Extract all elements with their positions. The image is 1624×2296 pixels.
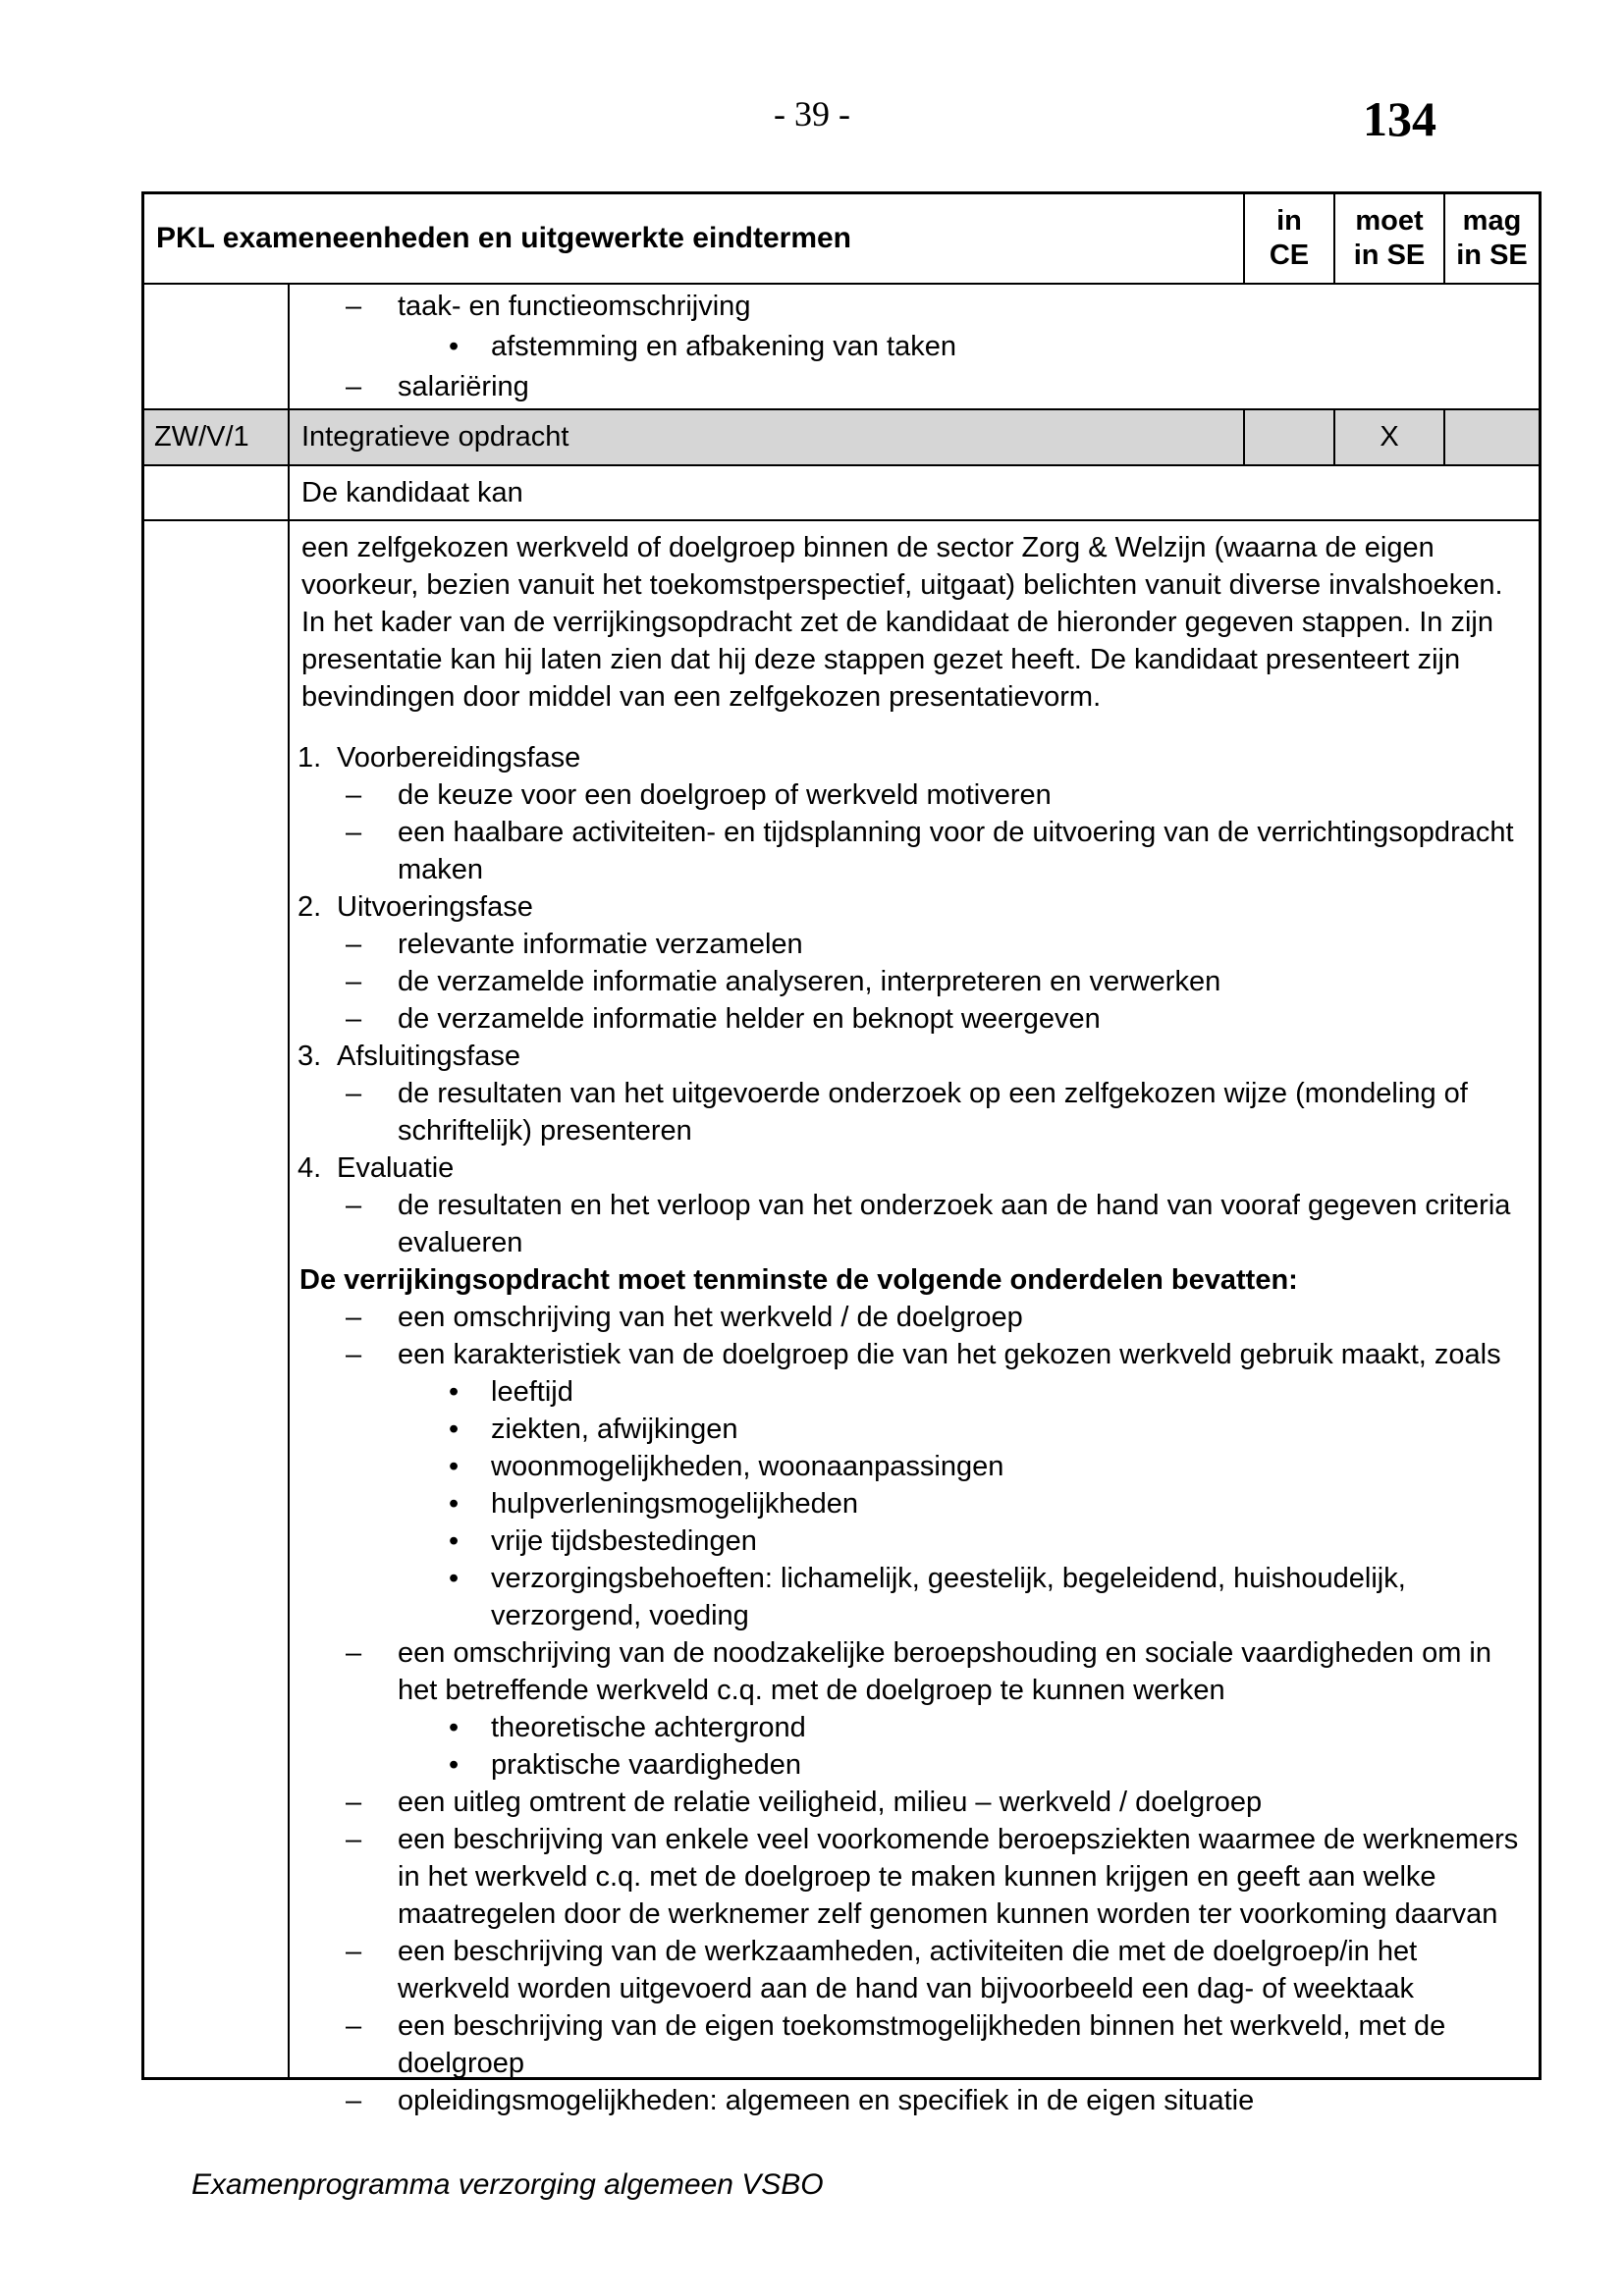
list-text: een beschrijving van de werkzaamheden, activiteiten die met de doelgroep/in het werkveld worden uitgevoerd aan de hand van bijvoorbeeld een dag- of weektaak — [398, 1936, 1418, 2004]
bullet-marker: • — [449, 1749, 460, 1781]
content-line-bullet — [290, 1373, 1539, 1411]
content-line-bullet — [290, 1560, 1539, 1634]
content-line-dash — [290, 2082, 1539, 2119]
content-line-bullet — [290, 1522, 1539, 1560]
content-line-dash — [290, 814, 1539, 888]
list-text: de resultaten en het verloop van het onderzoek aan de hand van vooraf gegeven criteria evalueren — [398, 1190, 1511, 1258]
list-number: 3. — [298, 1041, 322, 1072]
bullet-marker: • — [449, 1563, 460, 1594]
list-text: theoretische achtergrond — [491, 1712, 806, 1743]
content-line-dash — [290, 1784, 1539, 1821]
content-line-dash — [290, 1000, 1539, 1038]
content-line-num — [290, 739, 1539, 776]
content-line-dash — [290, 2007, 1539, 2082]
content-line-dash — [290, 963, 1539, 1000]
bullet-marker: • — [449, 1414, 460, 1445]
list-text: woonmogelijkheden, woonaanpassingen — [491, 1451, 1004, 1482]
dash-marker: – — [346, 1637, 362, 1669]
dash-marker: – — [346, 929, 362, 960]
content-line-bullet — [290, 1411, 1539, 1448]
kandidaat-kan-cell: De kandidaat kan — [290, 466, 1539, 521]
dash-marker: – — [346, 966, 362, 997]
list-text: een karakteristiek van de doelgroep die van het gekozen werkveld gebruik maakt, zoals — [398, 1339, 1501, 1370]
content-line-dash — [290, 287, 1539, 327]
unit-code-cell: ZW/V/1 — [144, 410, 290, 466]
content-line-p — [290, 529, 1539, 716]
dash-marker: – — [346, 1003, 362, 1035]
list-text: relevante informatie verzamelen — [398, 929, 803, 960]
column-header-mag-in-se — [1445, 194, 1539, 285]
list-number: 4. — [298, 1152, 322, 1184]
list-text: een omschrijving van de noodzakelijke beroepshouding en sociale vaardigheden om in het betreffende werkveld c.q. met de doelgroep te kunnen werken — [398, 1637, 1492, 1706]
content-line-num — [290, 1038, 1539, 1075]
dash-marker: – — [346, 2085, 362, 2116]
column-header-mag-line1: mag — [1462, 205, 1522, 237]
content-line-dash — [290, 1634, 1539, 1709]
list-number: 1. — [298, 742, 322, 774]
content-line-dash — [290, 1299, 1539, 1336]
list-text: een uitleg omtrent de relatie veiligheid, milieu – werkveld / doelgroep — [398, 1787, 1263, 1818]
bullet-marker: • — [449, 1712, 460, 1743]
content-line-dash — [290, 1336, 1539, 1373]
column-header-moet-line1: moet — [1355, 205, 1424, 237]
list-text: de verzamelde informatie analyseren, interpreteren en verwerken — [398, 966, 1221, 997]
footer-document-title: Examenprogramma verzorging algemeen VSBO — [191, 2168, 824, 2201]
list-number: 2. — [298, 891, 322, 923]
content-line-bullet — [290, 327, 1539, 367]
bullet-marker: • — [449, 1525, 460, 1557]
list-text: een omschrijving van het werkveld / de doelgroep — [398, 1302, 1023, 1333]
empty-code-cell — [144, 285, 290, 410]
content-line-dash — [290, 1075, 1539, 1149]
list-text: een beschrijving van de eigen toekomstmogelijkheden binnen het werkveld, met de doelgroep — [398, 2010, 1446, 2079]
list-text: een zelfgekozen werkveld of doelgroep binnen de sector Zorg & Welzijn (waarna de eigen voorkeur, bezien vanuit het toekomstperspectief, uitgaat) belichten vanuit diverse invalshoeken. In het kader van de verrijkingsopdracht zet de kandidaat de hieronder gegeven stappen. In zijn presentatie kan hij laten zien dat hij deze stappen gezet heeft. De kandidaat presenteert zijn bevindingen door middel van een zelfgekozen presentatievorm. — [301, 532, 1503, 713]
column-header-moet-in-se — [1335, 194, 1445, 285]
dash-marker: – — [346, 371, 362, 402]
content-line-dash — [290, 367, 1539, 407]
content-line-dash — [290, 1933, 1539, 2007]
dash-marker: – — [346, 291, 362, 322]
unit-moet-in-se-cell: X — [1335, 410, 1445, 466]
list-text: Uitvoeringsfase — [337, 891, 533, 923]
content-line-bullet — [290, 1485, 1539, 1522]
column-header-moet-line2: in SE — [1353, 240, 1426, 271]
table-header-title: PKL exameneenheden en uitgewerkte eindtermen — [144, 194, 1245, 285]
column-header-mag-line2: in SE — [1456, 240, 1528, 271]
list-text: een haalbare activiteiten- en tijdsplanning voor de uitvoering van de verrichtingsopdracht maken — [398, 817, 1514, 885]
list-text: leeftijd — [491, 1376, 573, 1408]
content-line-bold — [290, 1261, 1539, 1299]
bullet-marker: • — [449, 331, 460, 362]
continuation-list-cell — [290, 285, 1539, 410]
list-text: De verrijkingsopdracht moet tenminste de volgende onderdelen bevatten: — [299, 1264, 1298, 1296]
list-text: vrije tijdsbestedingen — [491, 1525, 757, 1557]
list-text: ziekten, afwijkingen — [491, 1414, 738, 1445]
content-line-num — [290, 1149, 1539, 1187]
column-header-in-ce — [1245, 194, 1335, 285]
dash-marker: – — [346, 1936, 362, 1967]
list-text: hulpverleningsmogelijkheden — [491, 1488, 859, 1520]
unit-title-cell: Integratieve opdracht — [290, 410, 1245, 466]
dash-marker: – — [346, 1824, 362, 1855]
page-number-corner: 134 — [1363, 91, 1436, 146]
content-line-num — [290, 888, 1539, 926]
dash-marker: – — [346, 817, 362, 848]
empty-code-cell — [144, 466, 290, 521]
bullet-marker: • — [449, 1451, 460, 1482]
unit-in-ce-cell — [1245, 410, 1335, 466]
content-line-bullet — [290, 1448, 1539, 1485]
content-line-gap — [290, 716, 1539, 739]
list-text: Evaluatie — [337, 1152, 455, 1184]
list-text: opleidingsmogelijkheden: algemeen en specifiek in de eigen situatie — [398, 2085, 1255, 2116]
main-content-cell — [290, 521, 1539, 2116]
exam-table — [141, 191, 1542, 2116]
content-line-dash — [290, 776, 1539, 814]
empty-code-cell — [144, 521, 290, 2077]
list-text: Voorbereidingsfase — [337, 742, 581, 774]
list-text: de keuze voor een doelgroep of werkveld motiveren — [398, 779, 1052, 811]
unit-mag-in-se-cell — [1445, 410, 1539, 466]
dash-marker: – — [346, 1078, 362, 1109]
list-text: de resultaten van het uitgevoerde onderzoek op een zelfgekozen wijze (mondeling of schriftelijk) presenteren — [398, 1078, 1468, 1147]
list-text: praktische vaardigheden — [491, 1749, 801, 1781]
dash-marker: – — [346, 2010, 362, 2042]
list-text: taak- en functieomschrijving — [398, 291, 751, 322]
content-line-dash — [290, 926, 1539, 963]
content-line-bullet — [290, 1746, 1539, 1784]
bullet-marker: • — [449, 1488, 460, 1520]
list-text: salariëring — [398, 371, 529, 402]
dash-marker: – — [346, 1190, 362, 1221]
dash-marker: – — [346, 779, 362, 811]
column-header-in-ce-line1: in — [1276, 205, 1302, 237]
dash-marker: – — [346, 1787, 362, 1818]
list-text: afstemming en afbakening van taken — [491, 331, 956, 362]
list-text: verzorgingsbehoeften: lichamelijk, geestelijk, begeleidend, huishoudelijk, verzorgend, voeding — [491, 1563, 1406, 1631]
list-text: de verzamelde informatie helder en beknopt weergeven — [398, 1003, 1101, 1035]
content-line-dash — [290, 1821, 1539, 1933]
content-line-bullet — [290, 1709, 1539, 1746]
list-text: Afsluitingsfase — [337, 1041, 520, 1072]
column-header-in-ce-line2: CE — [1269, 240, 1310, 271]
list-text: een beschrijving van enkele veel voorkomende beroepsziekten waarmee de werknemers in het werkveld c.q. met de doelgroep te maken kunnen krijgen en geeft aan welke maatregelen door de werknemer zelf genomen kunnen worden ter voorkoming daarvan — [398, 1824, 1519, 1930]
content-line-dash — [290, 1187, 1539, 1261]
dash-marker: – — [346, 1339, 362, 1370]
bullet-marker: • — [449, 1376, 460, 1408]
dash-marker: – — [346, 1302, 362, 1333]
page-number-center: - 39 - — [774, 94, 850, 133]
